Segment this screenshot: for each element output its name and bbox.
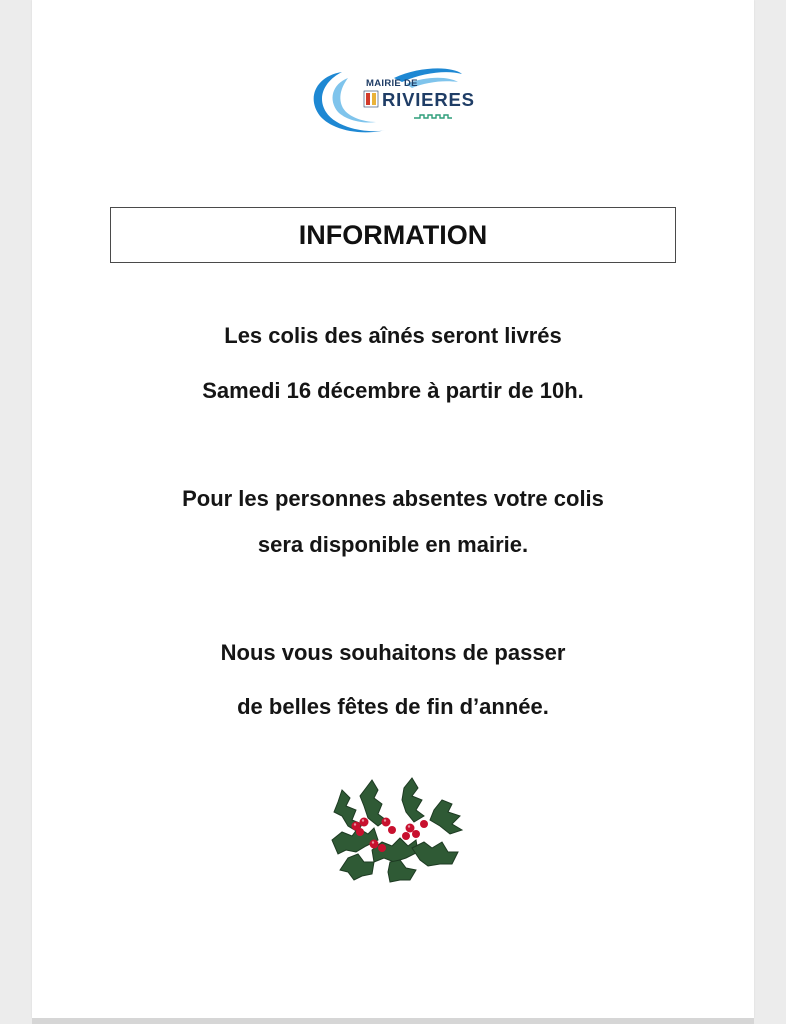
mairie-logo [302, 64, 475, 140]
information-heading: INFORMATION [298, 219, 488, 250]
information-heading-box [110, 207, 676, 263]
paragraph-2-line-1: Pour les personnes absentes votre colis [182, 486, 604, 511]
paragraph-2-line-2: sera disponible en mairie. [257, 532, 529, 557]
paragraph-3-line-1: Nous vous souhaitons de passer [220, 640, 566, 665]
holly-icon [312, 770, 472, 890]
paragraph-1-line-2: Samedi 16 décembre à partir de 10h. [202, 378, 584, 403]
paragraph-3-line-2: de belles fêtes de fin d’année. [237, 694, 549, 719]
logo-text-rivieres: RIVIERES [382, 89, 475, 110]
logo-text-mairie-de: MAIRIE DE [366, 78, 418, 89]
document-page [32, 0, 754, 1018]
paragraph-1-line-1: Les colis des aînés seront livrés [224, 323, 562, 348]
page-bottom-edge [32, 1018, 754, 1024]
